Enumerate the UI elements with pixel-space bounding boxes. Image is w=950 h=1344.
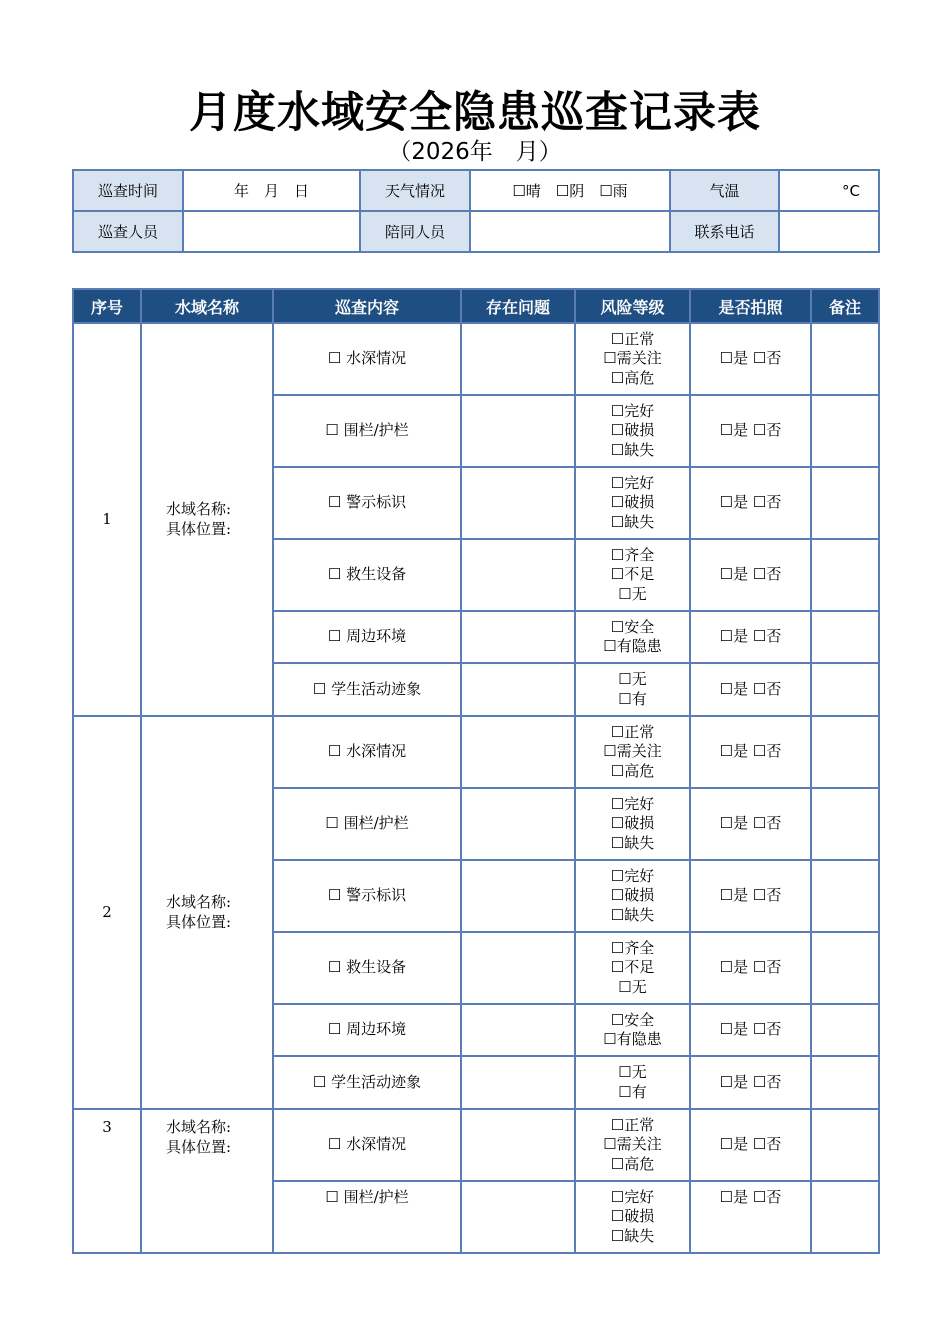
problem-cell[interactable] xyxy=(461,611,575,663)
location-label: 具体位置: xyxy=(166,1137,232,1156)
risk-option[interactable]: ☐完好 xyxy=(610,1187,655,1206)
remark-cell[interactable] xyxy=(811,1056,879,1109)
risk-option[interactable]: ☐安全 xyxy=(610,1010,655,1029)
photo-cell[interactable]: ☐是 ☐否 xyxy=(690,539,811,611)
content-cell[interactable]: ☐ 警示标识 xyxy=(273,467,461,539)
weather-label: 天气情况 xyxy=(360,170,470,211)
phone-label: 联系电话 xyxy=(670,211,779,252)
photo-cell[interactable]: ☐是 ☐否 xyxy=(690,1004,811,1056)
info-row-2 xyxy=(73,211,879,252)
risk-cell[interactable] xyxy=(575,467,690,539)
risk-option[interactable]: ☐需关注 xyxy=(603,742,662,761)
content-cell[interactable]: ☐ 水深情况 xyxy=(273,1109,461,1181)
risk-option[interactable]: ☐无 xyxy=(618,584,647,603)
risk-option[interactable]: ☐需关注 xyxy=(603,349,662,368)
risk-cell[interactable] xyxy=(575,323,690,395)
temperature-field[interactable]: °C xyxy=(779,170,879,211)
risk-option[interactable]: ☐破损 xyxy=(610,814,655,833)
seq-cell: 1 xyxy=(73,323,141,716)
risk-cell[interactable] xyxy=(575,788,690,860)
page-title: 月度水域安全隐患巡查记录表 xyxy=(189,88,761,138)
location-label: 具体位置: xyxy=(166,519,232,538)
header-risk: 风险等级 xyxy=(575,289,690,323)
remark-cell[interactable] xyxy=(811,611,879,663)
seq-cell: 3 xyxy=(73,1109,141,1253)
remark-cell[interactable] xyxy=(811,467,879,539)
remark-cell[interactable] xyxy=(811,932,879,1004)
risk-cell[interactable] xyxy=(575,1056,690,1109)
water-name-label: 水域名称: xyxy=(166,1118,232,1136)
risk-option[interactable]: ☐齐全 xyxy=(610,938,655,957)
risk-option[interactable]: ☐需关注 xyxy=(603,1135,662,1154)
risk-option[interactable]: ☐破损 xyxy=(610,886,655,905)
problem-cell[interactable] xyxy=(461,1181,575,1253)
risk-option[interactable]: ☐无 xyxy=(618,1063,647,1081)
photo-cell[interactable]: ☐是 ☐否 xyxy=(690,467,811,539)
risk-option[interactable]: ☐缺失 xyxy=(610,440,655,459)
location-label: 具体位置: xyxy=(166,912,232,931)
risk-cell[interactable] xyxy=(575,716,690,788)
photo-cell[interactable]: ☐是 ☐否 xyxy=(690,716,811,788)
problem-cell[interactable] xyxy=(461,663,575,716)
content-cell[interactable]: ☐ 学生活动迹象 xyxy=(273,663,461,716)
risk-option[interactable]: ☐完好 xyxy=(610,794,655,813)
risk-option[interactable]: ☐正常 xyxy=(610,1115,655,1134)
content-cell[interactable]: ☐ 水深情况 xyxy=(273,323,461,395)
photo-cell[interactable]: ☐是 ☐否 xyxy=(690,395,811,467)
seq-cell: 2 xyxy=(73,716,141,1109)
table-row xyxy=(73,716,879,788)
remark-cell[interactable] xyxy=(811,860,879,932)
photo-cell[interactable]: ☐是 ☐否 xyxy=(690,1181,811,1253)
remark-cell[interactable] xyxy=(811,1004,879,1056)
photo-cell[interactable]: ☐是 ☐否 xyxy=(690,1109,811,1181)
remark-cell[interactable] xyxy=(811,716,879,788)
risk-cell[interactable] xyxy=(575,395,690,467)
risk-option[interactable]: ☐正常 xyxy=(610,329,655,348)
temperature-label: 气温 xyxy=(670,170,779,211)
photo-cell[interactable]: ☐是 ☐否 xyxy=(690,788,811,860)
risk-option[interactable]: ☐完好 xyxy=(610,866,655,885)
risk-option[interactable]: ☐破损 xyxy=(610,421,655,440)
content-cell[interactable]: ☐ 围栏/护栏 xyxy=(273,1181,461,1253)
patrol-table xyxy=(72,288,880,1254)
risk-cell[interactable] xyxy=(575,663,690,716)
companion-field[interactable] xyxy=(470,211,670,252)
header-water-name: 水域名称 xyxy=(141,289,273,323)
risk-option[interactable]: ☐正常 xyxy=(610,722,655,741)
water-location-cell[interactable] xyxy=(141,323,273,716)
remark-cell[interactable] xyxy=(811,323,879,395)
remark-cell[interactable] xyxy=(811,663,879,716)
risk-cell[interactable] xyxy=(575,860,690,932)
patrol-time-label: 巡查时间 xyxy=(73,170,183,211)
header-photo: 是否拍照 xyxy=(690,289,811,323)
photo-cell[interactable]: ☐是 ☐否 xyxy=(690,663,811,716)
content-cell[interactable]: ☐ 救生设备 xyxy=(273,539,461,611)
risk-option[interactable]: ☐高危 xyxy=(610,1154,655,1173)
risk-cell[interactable] xyxy=(575,539,690,611)
water-name-label: 水域名称: xyxy=(166,500,232,518)
problem-cell[interactable] xyxy=(461,1056,575,1109)
risk-option[interactable]: ☐无 xyxy=(618,977,647,996)
problem-cell[interactable] xyxy=(461,1004,575,1056)
content-cell[interactable]: ☐ 警示标识 xyxy=(273,860,461,932)
weather-options[interactable]: ☐晴 ☐阴 ☐雨 xyxy=(470,170,670,211)
patrol-header-row xyxy=(73,289,879,323)
risk-option[interactable]: ☐高危 xyxy=(610,368,655,387)
risk-option[interactable]: ☐破损 xyxy=(610,1207,655,1226)
problem-cell[interactable] xyxy=(461,860,575,932)
info-table xyxy=(72,169,880,253)
risk-option[interactable]: ☐有隐患 xyxy=(603,1030,662,1048)
problem-cell[interactable] xyxy=(461,716,575,788)
risk-cell[interactable] xyxy=(575,932,690,1004)
risk-option[interactable]: ☐不足 xyxy=(610,565,655,584)
risk-option[interactable]: ☐不足 xyxy=(610,958,655,977)
risk-cell[interactable] xyxy=(575,1181,690,1253)
water-location-cell[interactable] xyxy=(141,716,273,1109)
page-subtitle: （2026年 月） xyxy=(388,139,562,165)
header-remark: 备注 xyxy=(811,289,879,323)
remark-cell[interactable] xyxy=(811,788,879,860)
risk-option[interactable]: ☐齐全 xyxy=(610,545,655,564)
photo-cell[interactable]: ☐是 ☐否 xyxy=(690,860,811,932)
risk-option[interactable]: ☐有隐患 xyxy=(603,637,662,655)
problem-cell[interactable] xyxy=(461,323,575,395)
content-cell[interactable]: ☐ 学生活动迹象 xyxy=(273,1056,461,1109)
problem-cell[interactable] xyxy=(461,932,575,1004)
risk-option[interactable]: ☐安全 xyxy=(610,617,655,636)
phone-field[interactable] xyxy=(779,211,879,252)
risk-option[interactable]: ☐缺失 xyxy=(610,833,655,852)
risk-option[interactable]: ☐高危 xyxy=(610,761,655,780)
table-row xyxy=(73,1109,879,1181)
risk-option[interactable]: ☐完好 xyxy=(610,401,655,420)
photo-cell[interactable]: ☐是 ☐否 xyxy=(690,323,811,395)
risk-option[interactable]: ☐有 xyxy=(618,1082,647,1101)
content-cell[interactable]: ☐ 围栏/护栏 xyxy=(273,788,461,860)
risk-cell[interactable] xyxy=(575,611,690,663)
water-name-label: 水域名称: xyxy=(166,893,232,911)
risk-option[interactable]: ☐缺失 xyxy=(610,905,655,924)
companion-label: 陪同人员 xyxy=(360,211,470,252)
patrol-body xyxy=(73,323,879,1253)
problem-cell[interactable] xyxy=(461,1109,575,1181)
problem-cell[interactable] xyxy=(461,395,575,467)
water-location-cell[interactable] xyxy=(141,1109,273,1253)
header-problem: 存在问题 xyxy=(461,289,575,323)
problem-cell[interactable] xyxy=(461,539,575,611)
risk-option[interactable]: ☐破损 xyxy=(610,493,655,512)
inspector-field[interactable] xyxy=(183,211,360,252)
content-cell[interactable]: ☐ 水深情况 xyxy=(273,716,461,788)
inspector-label: 巡查人员 xyxy=(73,211,183,252)
content-cell[interactable]: ☐ 围栏/护栏 xyxy=(273,395,461,467)
photo-cell[interactable]: ☐是 ☐否 xyxy=(690,611,811,663)
risk-option[interactable]: ☐缺失 xyxy=(610,1226,655,1245)
table-row xyxy=(73,323,879,395)
photo-cell[interactable]: ☐是 ☐否 xyxy=(690,1056,811,1109)
content-cell[interactable]: ☐ 周边环境 xyxy=(273,611,461,663)
header-content: 巡查内容 xyxy=(273,289,461,323)
patrol-time-field[interactable]: 年 月 日 xyxy=(183,170,360,211)
content-cell[interactable]: ☐ 周边环境 xyxy=(273,1004,461,1056)
problem-cell[interactable] xyxy=(461,467,575,539)
header-seq: 序号 xyxy=(73,289,141,323)
risk-cell[interactable] xyxy=(575,1004,690,1056)
info-row-1 xyxy=(73,170,879,211)
risk-option[interactable]: ☐缺失 xyxy=(610,512,655,531)
risk-cell[interactable] xyxy=(575,1109,690,1181)
content-cell[interactable]: ☐ 救生设备 xyxy=(273,932,461,1004)
problem-cell[interactable] xyxy=(461,788,575,860)
risk-option[interactable]: ☐有 xyxy=(618,689,647,708)
risk-option[interactable]: ☐完好 xyxy=(610,473,655,492)
remark-cell[interactable] xyxy=(811,395,879,467)
remark-cell[interactable] xyxy=(811,1181,879,1253)
remark-cell[interactable] xyxy=(811,539,879,611)
photo-cell[interactable]: ☐是 ☐否 xyxy=(690,932,811,1004)
remark-cell[interactable] xyxy=(811,1109,879,1181)
risk-option[interactable]: ☐无 xyxy=(618,670,647,688)
